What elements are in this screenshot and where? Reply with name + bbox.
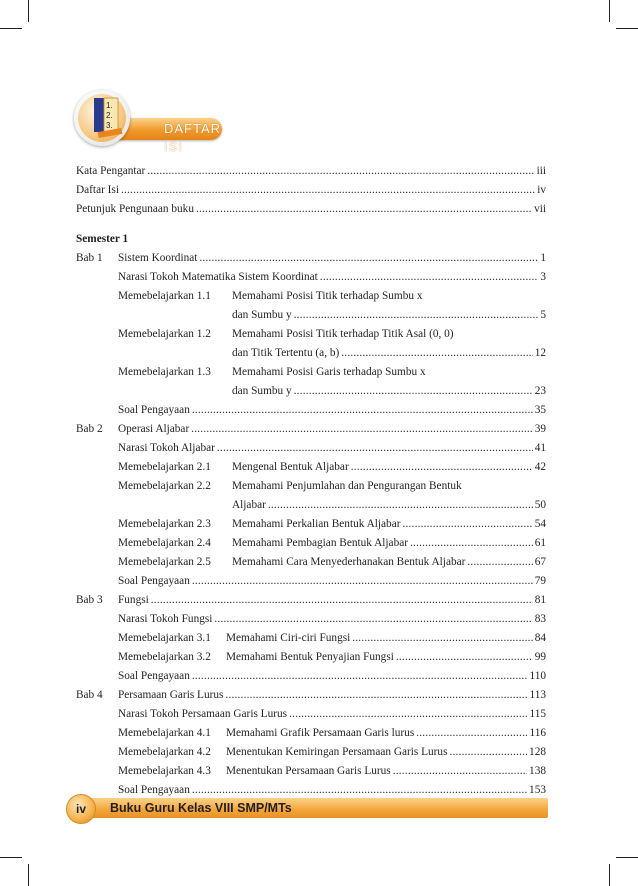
- page-footer: [66, 794, 550, 822]
- dot-leader: [410, 535, 533, 551]
- list-book-icon: [92, 96, 126, 138]
- semester-heading: Semester 1: [76, 233, 129, 245]
- chapter-number: Bab 3: [76, 594, 103, 606]
- dot-leader: [294, 307, 539, 323]
- toc-entry[interactable]: Mengenal Bentuk Aljabar ..... 42: [232, 459, 546, 475]
- dot-leader: [192, 402, 533, 418]
- dot-leader: [192, 668, 528, 684]
- lesson-title: Memahami Posisi Titik terhadap Sumbu x: [232, 290, 423, 302]
- dot-leader: [151, 592, 533, 608]
- toc-entry[interactable]: dan Sumbu y ..... 23: [232, 383, 546, 399]
- dot-leader: [320, 269, 539, 285]
- toc-entry[interactable]: Aljabar ..... 50: [232, 497, 546, 513]
- toc-entry[interactable]: Petunjuk Pengunaan buku ..... vii: [76, 201, 546, 217]
- toc-entry[interactable]: Memahami Pembagian Bentuk Aljabar ..... 61: [232, 535, 546, 551]
- dot-leader: [214, 611, 532, 627]
- svg-text:3.: 3.: [106, 121, 113, 130]
- toc-entry[interactable]: Memahami Perkalian Bentuk Aljabar ..... 54: [232, 516, 546, 532]
- section-header-badge: [74, 90, 224, 154]
- crop-mark: [609, 0, 610, 22]
- toc-entry[interactable]: dan Titik Tertentu (a, b) ..... 12: [232, 345, 546, 361]
- lesson-code: Memebelajarkan 2.3: [118, 518, 211, 530]
- toc-entry[interactable]: Narasi Tokoh Matematika Sistem Koordinat ..... 3: [118, 269, 546, 285]
- toc-chapter[interactable]: Sistem Koordinat ..... 1: [118, 250, 546, 266]
- dot-leader: [449, 744, 527, 760]
- crop-mark: [0, 28, 22, 29]
- dot-leader: [147, 163, 534, 179]
- dot-leader: [192, 573, 533, 589]
- svg-text:2.: 2.: [106, 111, 113, 120]
- dot-leader: [352, 630, 532, 646]
- dot-leader: [289, 706, 527, 722]
- lesson-code: Memebelajarkan 2.2: [118, 480, 211, 492]
- toc-entry[interactable]: Memahami Cara Menyederhanakan Bentuk Aljabar ..... 67: [232, 554, 546, 570]
- lesson-code: Memebelajarkan 4.2: [118, 746, 211, 758]
- dot-leader: [217, 440, 533, 456]
- dot-leader: [351, 459, 533, 475]
- toc-entry[interactable]: Soal Pengayaan ..... 110: [118, 668, 546, 684]
- toc-entry[interactable]: Soal Pengayaan ..... 153: [118, 782, 546, 798]
- toc-entry[interactable]: Memahami Grafik Persamaan Garis lurus ..... 116: [226, 725, 546, 741]
- dot-leader: [416, 725, 527, 741]
- chapter-number: Bab 4: [76, 689, 103, 701]
- dot-leader: [393, 763, 527, 779]
- dot-leader: [199, 250, 538, 266]
- page-number: iv: [75, 802, 86, 816]
- dot-leader: [196, 201, 532, 217]
- lesson-title: Memahami Posisi Garis terhadap Sumbu x: [232, 366, 426, 378]
- dot-leader: [467, 554, 532, 570]
- toc-entry[interactable]: Soal Pengayaan ..... 35: [118, 402, 546, 418]
- lesson-code: Memebelajarkan 2.1: [118, 461, 211, 473]
- lesson-code: Memebelajarkan 2.5: [118, 556, 211, 568]
- chapter-number: Bab 1: [76, 252, 103, 264]
- dot-leader: [341, 345, 532, 361]
- lesson-code: Memebelajarkan 1.3: [118, 366, 211, 378]
- toc-chapter[interactable]: Fungsi ..... 81: [118, 592, 546, 608]
- toc-entry[interactable]: Narasi Tokoh Aljabar ..... 41: [118, 440, 546, 456]
- lesson-code: Memebelajarkan 3.1: [118, 632, 211, 644]
- lesson-title: Memahami Posisi Titik terhadap Titik Asal (0, 0): [232, 328, 454, 340]
- toc-entry[interactable]: Menentukan Persamaan Garis Lurus ..... 138: [226, 763, 546, 779]
- toc-entry[interactable]: Soal Pengayaan ..... 79: [118, 573, 546, 589]
- toc-chapter[interactable]: Operasi Aljabar ..... 39: [118, 421, 546, 437]
- dot-leader: [294, 383, 533, 399]
- lesson-code: Memebelajarkan 2.4: [118, 537, 211, 549]
- svg-text:1.: 1.: [106, 101, 113, 110]
- crop-mark: [28, 0, 29, 22]
- toc-entry[interactable]: Kata Pengantar ..... iii: [76, 163, 546, 179]
- lesson-code: Memebelajarkan 3.2: [118, 651, 211, 663]
- dot-leader: [402, 516, 532, 532]
- toc-entry[interactable]: Memahami Ciri-ciri Fungsi ..... 84: [226, 630, 546, 646]
- dot-leader: [225, 687, 527, 703]
- dot-leader: [121, 182, 535, 198]
- lesson-code: Memebelajarkan 1.1: [118, 290, 211, 302]
- dot-leader: [191, 421, 532, 437]
- book-title: Buku Guru Kelas VIII SMP/MTs: [110, 801, 292, 815]
- crop-mark: [0, 857, 22, 858]
- toc-entry[interactable]: Daftar Isi ..... iv: [76, 182, 546, 198]
- dot-leader: [268, 497, 533, 513]
- crop-mark: [28, 864, 29, 886]
- toc-entry[interactable]: Menentukan Kemiringan Persamaan Garis Lurus ..... 128: [226, 744, 546, 760]
- lesson-code: Memebelajarkan 1.2: [118, 328, 211, 340]
- crop-mark: [609, 864, 610, 886]
- toc-entry[interactable]: Narasi Tokoh Persamaan Garis Lurus ..... 115: [118, 706, 546, 722]
- lesson-code: Memebelajarkan 4.1: [118, 727, 211, 739]
- lesson-title: Memahami Penjumlahan dan Pengurangan Bentuk: [232, 480, 462, 492]
- crop-mark: [616, 28, 638, 29]
- lesson-code: Memebelajarkan 4.3: [118, 765, 211, 777]
- toc-entry[interactable]: Memahami Bentuk Penyajian Fungsi ..... 99: [226, 649, 546, 665]
- crop-mark: [616, 857, 638, 858]
- dot-leader: [396, 649, 533, 665]
- page-title: DAFTAR ISI: [164, 121, 222, 154]
- toc-entry[interactable]: Narasi Tokoh Fungsi ..... 83: [118, 611, 546, 627]
- toc-chapter[interactable]: Persamaan Garis Lurus ..... 113: [118, 687, 546, 703]
- chapter-number: Bab 2: [76, 423, 103, 435]
- toc-entry[interactable]: dan Sumbu y ..... 5: [232, 307, 546, 323]
